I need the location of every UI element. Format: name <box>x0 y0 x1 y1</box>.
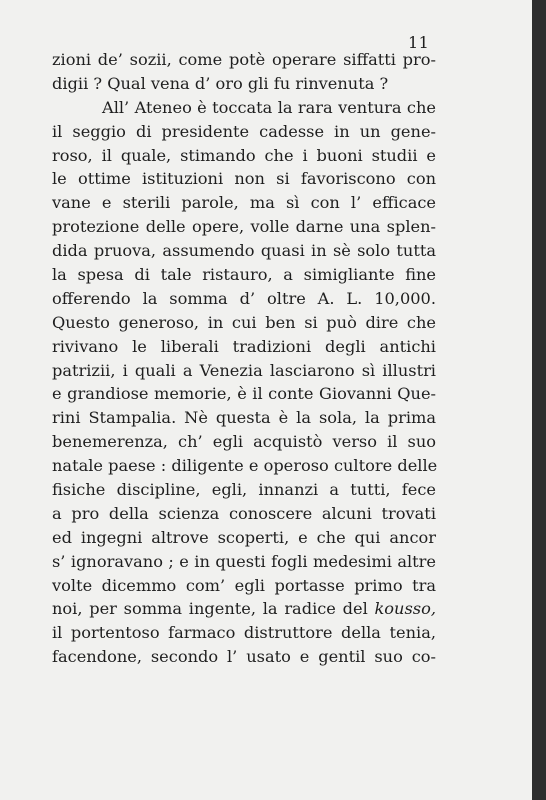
text-line <box>52 311 436 335</box>
text-line-content: vane e sterili parole, ma sì con l’ efficace <box>52 193 436 213</box>
text-line-content: benemerenza, ch’ egli acquistò verso il suo <box>52 432 436 452</box>
text-line <box>52 621 436 645</box>
text-line <box>52 239 436 263</box>
italic-word: kousso, <box>374 599 436 619</box>
text-line-content: il seggio di presidente cadesse in un gene- <box>52 121 436 141</box>
page-edge-shadow <box>532 0 546 800</box>
text-line-content: fisiche discipline, egli, innanzi a tutti, fece <box>52 480 436 500</box>
body-text <box>52 48 436 669</box>
page-number: 11 <box>408 33 430 52</box>
text-line-content: le ottime istituzioni non si favoriscono con <box>52 169 436 189</box>
text-line <box>52 335 436 359</box>
text-line-content: facendone, secondo l’ usato e gentil suo co- <box>52 647 436 667</box>
text-line <box>52 502 436 526</box>
text-line <box>52 574 436 598</box>
text-line-content: offerendo la somma d’ oltre A. L. 10,000. <box>52 288 436 308</box>
text-line <box>52 167 436 191</box>
text-line <box>52 191 436 215</box>
text-line-content: la spesa di tale ristauro, a simigliante fine <box>52 265 436 285</box>
text-line <box>52 120 436 144</box>
text-line <box>52 430 436 454</box>
text-line-content: s’ ignoravano ; e in questi fogli medesimi altre <box>52 551 436 571</box>
text-line <box>52 96 436 120</box>
text-line-content: protezione delle opere, volle darne una splen- <box>52 217 436 237</box>
text-line-content: patrizii, i quali a Venezia lasciarono sì illustri <box>52 360 436 380</box>
text-line <box>52 382 436 406</box>
text-line <box>52 645 436 669</box>
text-line <box>52 454 436 478</box>
text-line-content: zioni de’ sozii, come potè operare siffatti pro- <box>52 50 436 69</box>
text-line-content: All’ Ateneo è toccata la rara ventura che <box>102 97 436 117</box>
text-line-content: roso, il quale, stimando che i buoni studii e <box>52 145 436 165</box>
text-line-content: noi, per somma ingente, la radice del <box>52 599 375 619</box>
text-line-content: rivivano le liberali tradizioni degli antichi <box>52 336 436 356</box>
text-line <box>52 287 436 311</box>
text-line-content: ed ingegni altrove scoperti, e che qui ancor <box>52 527 436 547</box>
text-line <box>52 526 436 550</box>
text-line <box>52 48 436 72</box>
text-line-content: a pro della scienza conoscere alcuni trovati <box>52 503 436 523</box>
text-line <box>52 478 436 502</box>
text-line-content: rini Stampalia. Nè questa è la sola, la prima <box>52 408 436 428</box>
text-line-content: Questo generoso, in cui ben si può dire che <box>52 312 436 332</box>
text-line-content: dida pruova, assumendo quasi in sè solo tutta <box>52 241 436 261</box>
text-line <box>52 72 436 96</box>
text-line <box>52 215 436 239</box>
text-line-content: digii ? Qual vena d’ oro gli fu rinvenuta ? <box>52 73 389 93</box>
text-line-content: volte dicemmo com’ egli portasse primo tra <box>52 575 436 595</box>
text-line <box>52 144 436 168</box>
text-line-content: il portentoso farmaco distruttore della tenia, <box>52 623 436 643</box>
text-line-content: natale paese : diligente e operoso cultore delle <box>52 456 438 476</box>
text-line <box>52 359 436 383</box>
text-line <box>52 263 436 287</box>
text-line <box>52 550 436 574</box>
text-line <box>52 597 436 621</box>
text-line <box>52 406 436 430</box>
text-line-content: e grandiose memorie, è il conte Giovanni Que- <box>52 384 436 404</box>
